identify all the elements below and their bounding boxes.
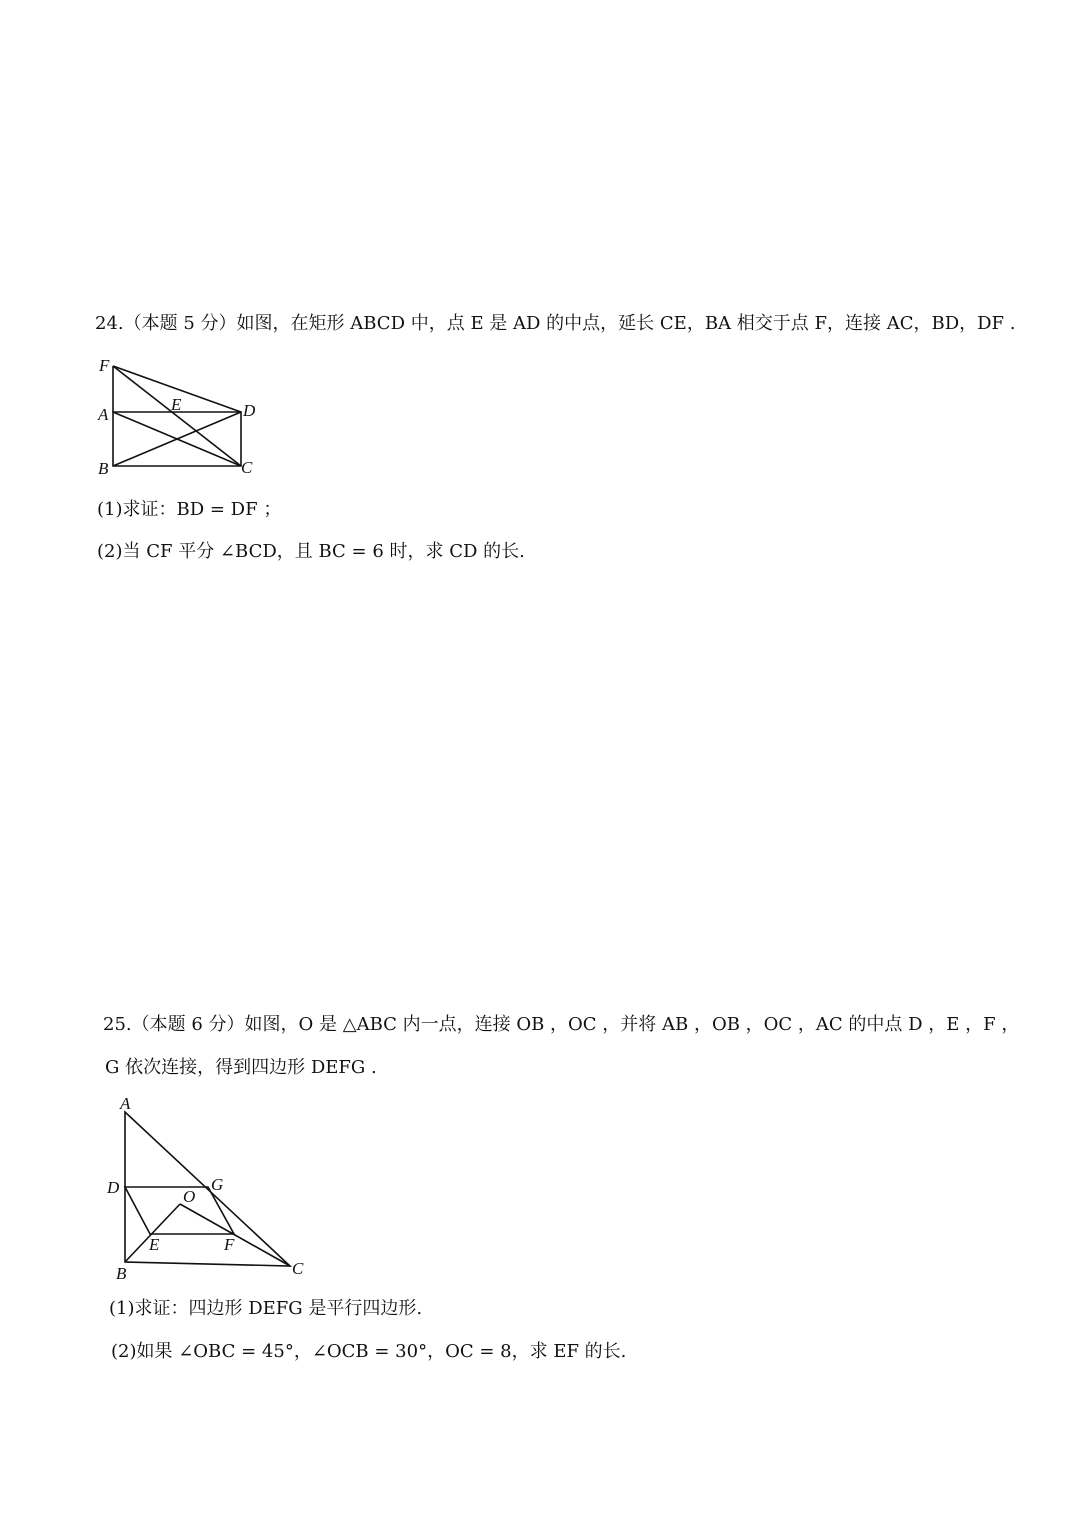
q24-label-a: A [98, 405, 109, 424]
q25-label-e: E [149, 1235, 160, 1254]
q25-stem-line2: G 依次连接，得到四边形 DEFG . [105, 1057, 377, 1078]
q25-label-b: B [116, 1264, 127, 1283]
q25-segment-oc [180, 1204, 290, 1266]
q25-label-g: G [211, 1175, 224, 1194]
q25-quadrilateral-defg [125, 1187, 234, 1234]
q25-label-a: A [120, 1094, 131, 1113]
q24-label-b: B [98, 459, 109, 478]
q24-label-c: C [241, 458, 253, 477]
q25-label-d: D [107, 1178, 120, 1197]
q25-label-o: O [183, 1187, 196, 1206]
q25-label-f: F [224, 1235, 235, 1254]
q24-label-e: E [171, 395, 182, 414]
q25-figure [100, 1090, 320, 1289]
q24-label-d: D [243, 401, 256, 420]
q24-segment-fc [113, 366, 241, 466]
q25-label-c: C [292, 1259, 304, 1278]
q24-figure [95, 352, 265, 486]
q24-part1: (1)求证：BD = DF ； [97, 499, 282, 520]
q24-stem: 24.（本题 5 分）如图，在矩形 ABCD 中，点 E 是 AD 的中点，延长 CE，BA 相交于点 F，连接 AC，BD，DF . [95, 313, 1016, 334]
q24-part2: (2)当 CF 平分 ∠BCD，且 BC = 6 时，求 CD 的长. [97, 541, 525, 562]
q24-label-f: F [99, 356, 110, 375]
q25-part1: (1)求证：四边形 DEFG 是平行四边形. [109, 1298, 423, 1319]
q25-part2: (2)如果 ∠OBC = 45°，∠OCB = 30°，OC = 8，求 EF 的长. [111, 1341, 627, 1362]
q25-stem-line1: 25.（本题 6 分）如图，O 是 △ABC 内一点，连接 OB ，OC ，并将 AB ，OB ，OC ，AC 的中点 D ，E ，F ， [103, 1014, 1020, 1035]
